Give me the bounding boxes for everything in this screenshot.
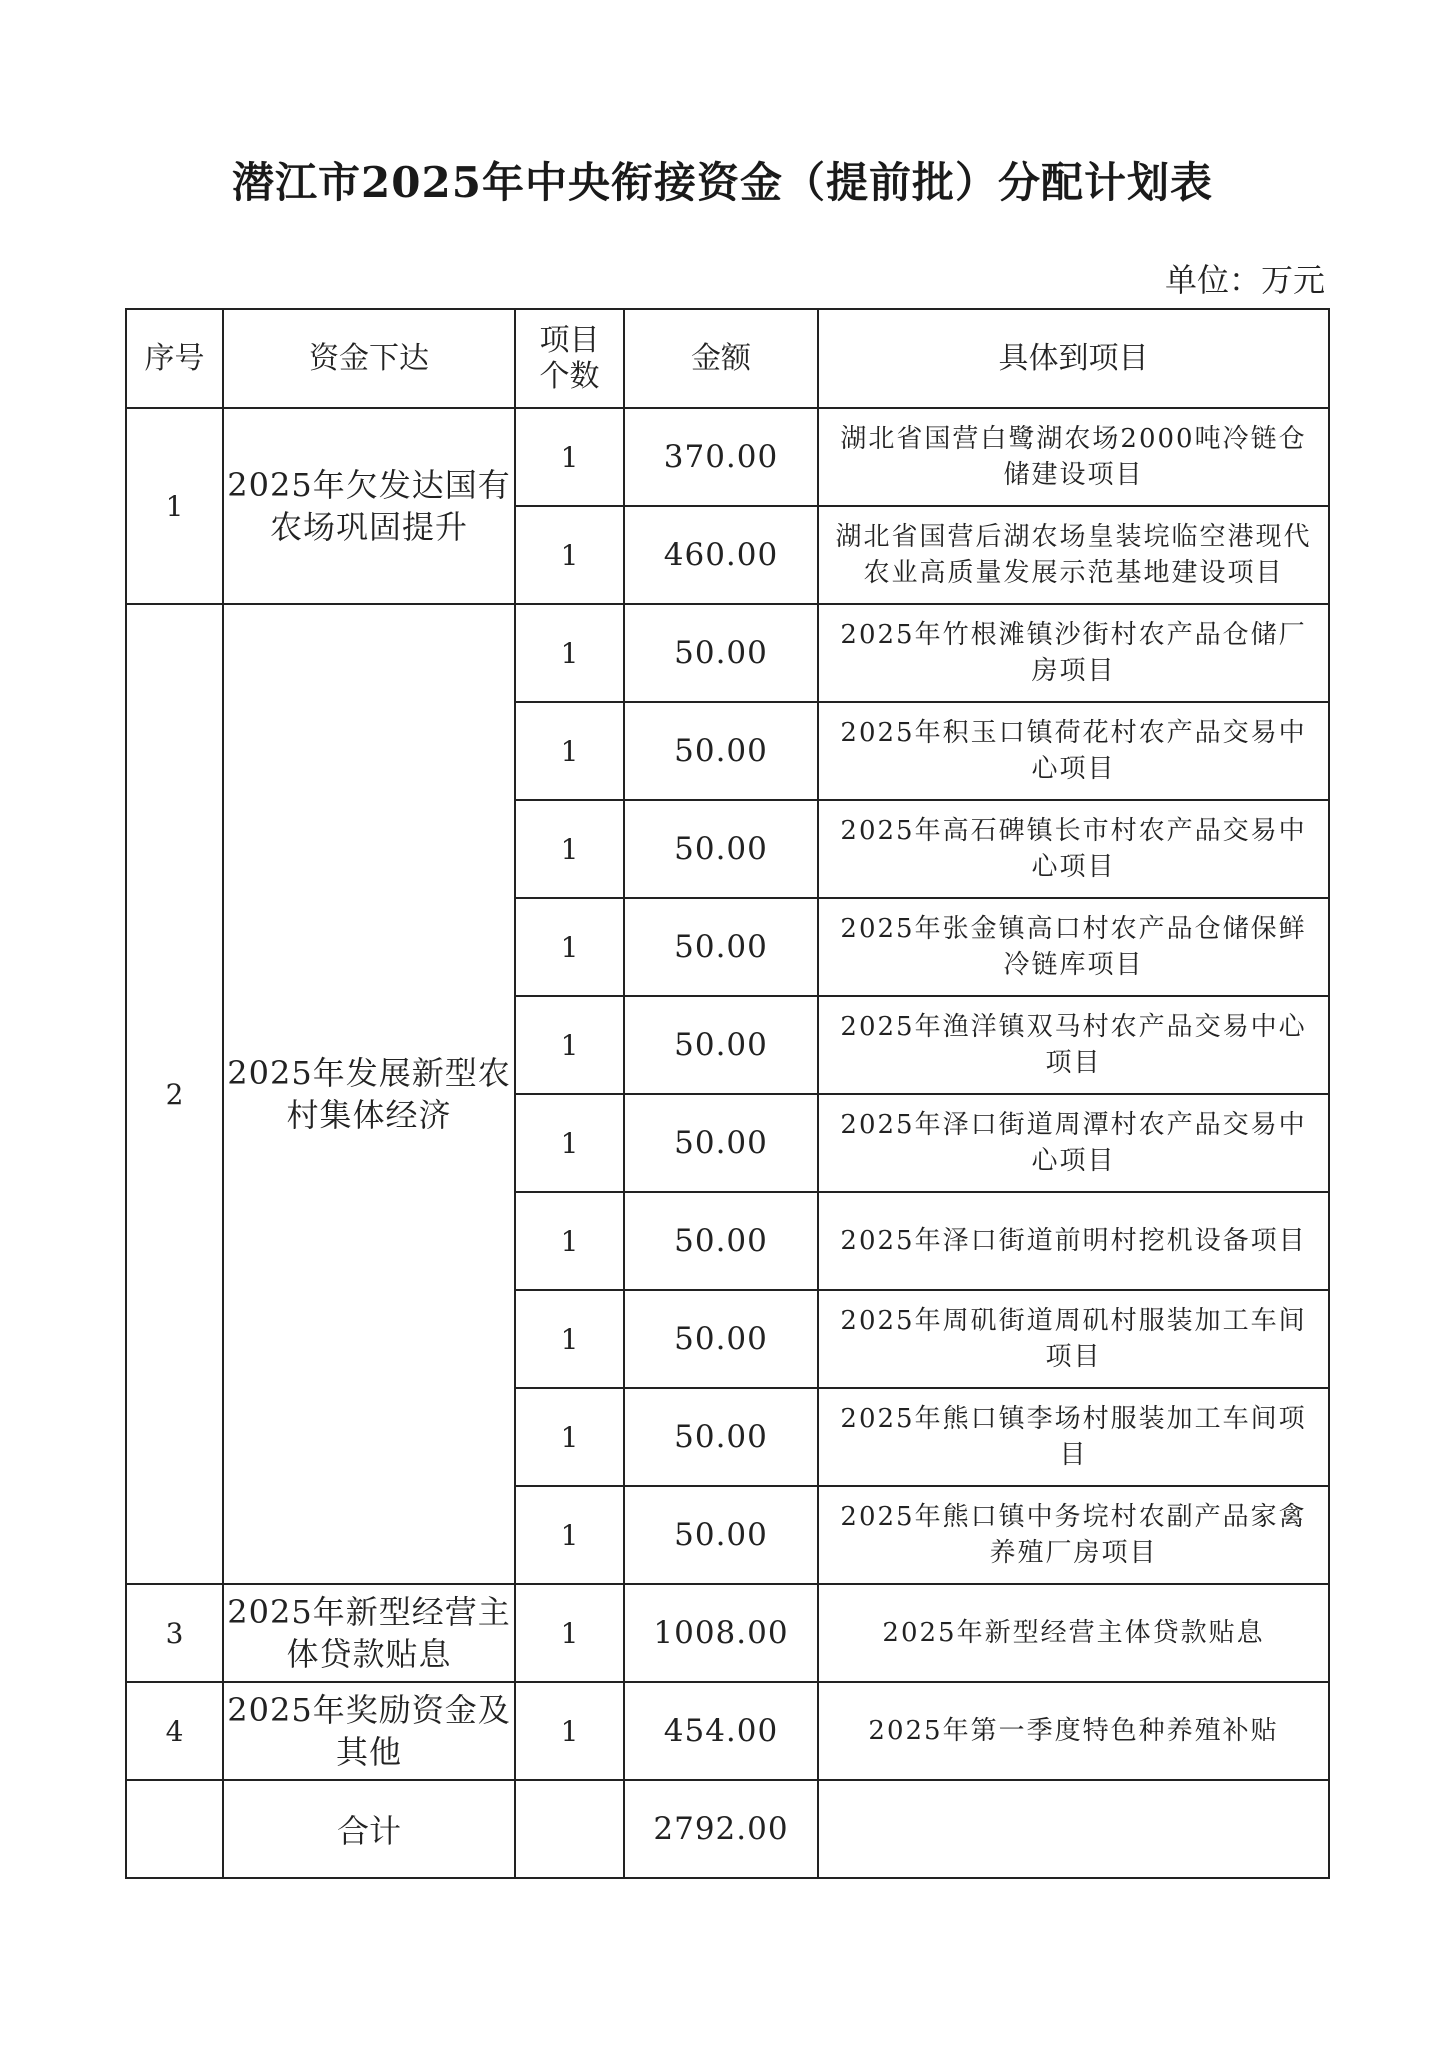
total-count-empty [515, 1780, 624, 1878]
row-count: 1 [515, 408, 624, 506]
row-amount: 50.00 [624, 800, 818, 898]
row-project: 2025年周矶街道周矶村服装加工车间项目 [818, 1290, 1329, 1388]
row-count: 1 [515, 996, 624, 1094]
row-seq: 3 [126, 1584, 223, 1682]
row-count: 1 [515, 898, 624, 996]
row-project: 2025年泽口街道前明村挖机设备项目 [818, 1192, 1329, 1290]
row-count: 1 [515, 1192, 624, 1290]
row-amount: 50.00 [624, 1388, 818, 1486]
row-project: 2025年张金镇高口村农产品仓储保鲜冷链库项目 [818, 898, 1329, 996]
row-seq: 2 [126, 604, 223, 1584]
row-amount: 50.00 [624, 1486, 818, 1584]
table-row [126, 408, 1329, 506]
row-count: 1 [515, 800, 624, 898]
header-amount: 金额 [624, 309, 818, 408]
row-count: 1 [515, 1682, 624, 1780]
row-amount: 50.00 [624, 1094, 818, 1192]
table-header-row [126, 309, 1329, 408]
row-project: 2025年高石碑镇长市村农产品交易中心项目 [818, 800, 1329, 898]
row-amount: 50.00 [624, 604, 818, 702]
row-amount: 50.00 [624, 898, 818, 996]
unit-label: 单位：万元 [1164, 261, 1325, 299]
total-label: 合计 [223, 1780, 515, 1878]
row-project: 2025年第一季度特色种养殖补贴 [818, 1682, 1329, 1780]
row-amount: 50.00 [624, 1192, 818, 1290]
table-body [126, 408, 1329, 1878]
row-category: 2025年欠发达国有农场巩固提升 [223, 408, 515, 604]
table-row [126, 1682, 1329, 1780]
header-category: 资金下达 [223, 309, 515, 408]
table-row [126, 1584, 1329, 1682]
row-amount: 50.00 [624, 702, 818, 800]
total-row [126, 1780, 1329, 1878]
row-project: 湖北省国营白鹭湖农场2000吨冷链仓储建设项目 [818, 408, 1329, 506]
row-amount: 1008.00 [624, 1584, 818, 1682]
row-project: 2025年渔洋镇双马村农产品交易中心项目 [818, 996, 1329, 1094]
row-category: 2025年发展新型农村集体经济 [223, 604, 515, 1584]
total-amount: 2792.00 [624, 1780, 818, 1878]
allocation-table [125, 308, 1330, 1879]
row-seq: 4 [126, 1682, 223, 1780]
row-project: 湖北省国营后湖农场皇装垸临空港现代农业高质量发展示范基地建设项目 [818, 506, 1329, 604]
row-count: 1 [515, 702, 624, 800]
header-project: 具体到项目 [818, 309, 1329, 408]
row-amount: 454.00 [624, 1682, 818, 1780]
row-count: 1 [515, 1584, 624, 1682]
row-category: 2025年新型经营主体贷款贴息 [223, 1584, 515, 1682]
row-project: 2025年泽口街道周潭村农产品交易中心项目 [818, 1094, 1329, 1192]
total-project-empty [818, 1780, 1329, 1878]
row-count: 1 [515, 1486, 624, 1584]
total-seq-empty [126, 1780, 223, 1878]
row-amount: 50.00 [624, 1290, 818, 1388]
row-amount: 370.00 [624, 408, 818, 506]
row-project: 2025年新型经营主体贷款贴息 [818, 1584, 1329, 1682]
row-project: 2025年积玉口镇荷花村农产品交易中心项目 [818, 702, 1329, 800]
row-count: 1 [515, 1094, 624, 1192]
row-count: 1 [515, 1290, 624, 1388]
row-count: 1 [515, 1388, 624, 1486]
row-seq: 1 [126, 408, 223, 604]
table-row [126, 604, 1329, 702]
row-count: 1 [515, 604, 624, 702]
page-title: 潜江市2025年中央衔接资金（提前批）分配计划表 [232, 158, 1213, 207]
row-count: 1 [515, 506, 624, 604]
row-project: 2025年竹根滩镇沙街村农产品仓储厂房项目 [818, 604, 1329, 702]
row-category: 2025年奖励资金及其他 [223, 1682, 515, 1780]
header-count: 项目个数 [515, 309, 624, 408]
row-amount: 460.00 [624, 506, 818, 604]
row-project: 2025年熊口镇李场村服装加工车间项目 [818, 1388, 1329, 1486]
row-amount: 50.00 [624, 996, 818, 1094]
header-seq: 序号 [126, 309, 223, 408]
row-project: 2025年熊口镇中务垸村农副产品家禽养殖厂房项目 [818, 1486, 1329, 1584]
